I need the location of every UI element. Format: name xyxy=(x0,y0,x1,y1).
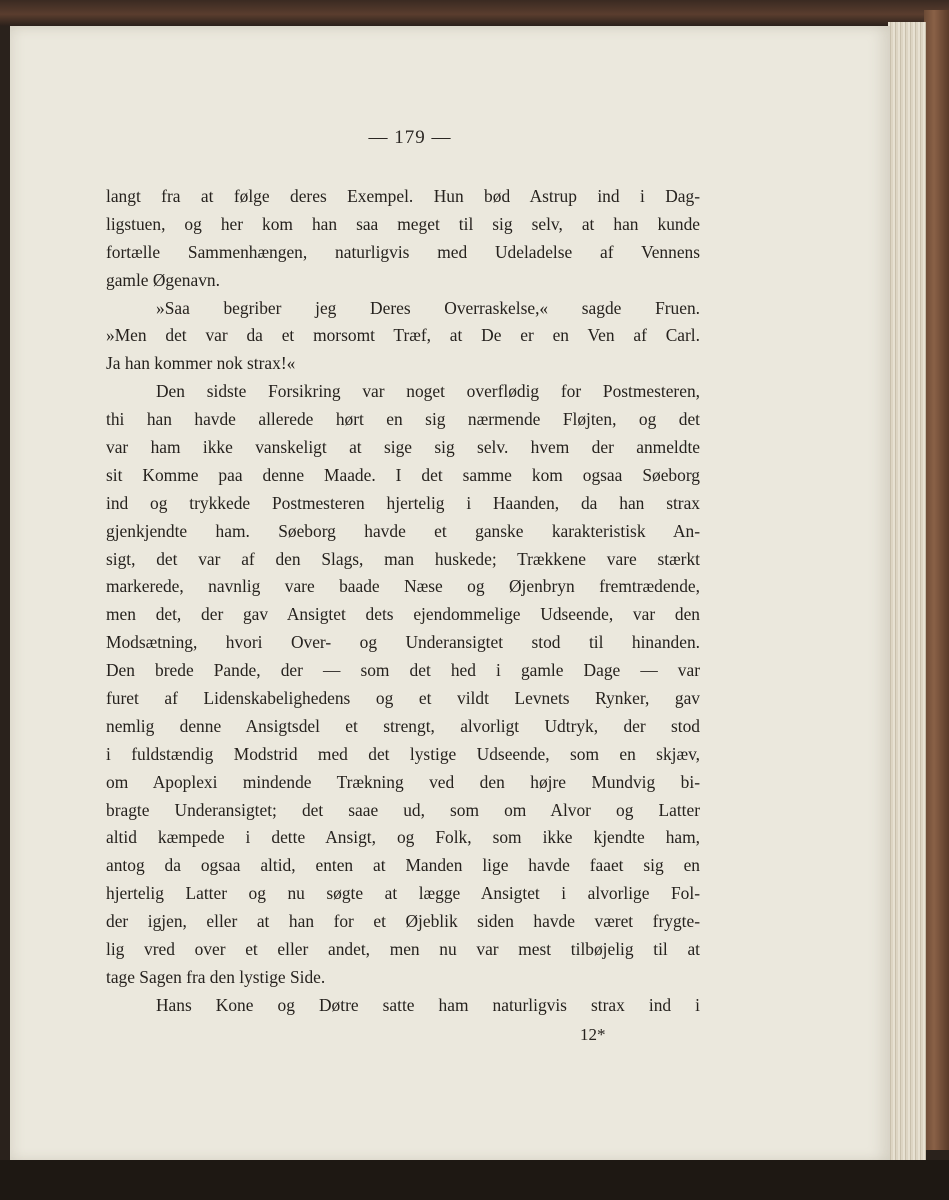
bottom-shadow xyxy=(0,1160,949,1200)
text-line: antog da ogsaa altid, enten at Manden lige havde faaet sig en xyxy=(106,855,700,876)
text-line: fortælle Sammenhængen, naturligvis med Udeladelse af Vennens xyxy=(106,241,700,262)
text-line: Modsætning, hvori Over- og Underansigtet stod til hinanden. xyxy=(106,632,700,653)
text-line: var ham ikke vanskeligt at sige sig selv. hvem der anmeldte xyxy=(106,437,700,458)
text-line: markerede, navnlig vare baade Næse og Øjenbryn fremtrædende, xyxy=(106,576,700,597)
text-line: ligstuen, og her kom han saa meget til sig selv, at han kunde xyxy=(106,213,700,234)
text-line: Den sidste Forsikring var noget overflødig for Postmesteren, xyxy=(156,381,700,402)
text-line: sit Komme paa denne Maade. I det samme kom ogsaa Søeborg xyxy=(106,464,700,485)
text-line: thi han havde allerede hørt en sig nærmende Fløjten, og det xyxy=(106,409,700,430)
page-stack-edges xyxy=(888,22,926,1164)
text-line: Den brede Pande, der — som det hed i gamle Dage — var xyxy=(106,660,700,681)
text-line: men det, der gav Ansigtet dets ejendommelige Udseende, var den xyxy=(106,604,700,625)
text-line: gamle Øgenavn. xyxy=(106,269,220,290)
text-line: furet af Lidenskabelighedens og et vildt Levnets Rynker, gav xyxy=(106,688,700,709)
text-line: bragte Underansigtet; det saae ud, som om Alvor og Latter xyxy=(106,799,700,820)
body-text xyxy=(106,183,700,1020)
text-line: tage Sagen fra den lystige Side. xyxy=(106,966,326,987)
text-line: sigt, det var af den Slags, man huskede; Trækkene vare stærkt xyxy=(106,548,700,569)
text-line: altid kæmpede i dette Ansigt, og Folk, som ikke kjendte ham, xyxy=(106,827,700,848)
text-line: om Apoplexi mindende Trækning ved den højre Mundvig bi- xyxy=(106,771,700,792)
text-line: langt fra at følge deres Exempel. Hun bød Astrup ind i Dag- xyxy=(106,186,700,206)
page-number: — 179 — xyxy=(368,127,452,148)
text-line: Ja han kommer nok strax!« xyxy=(106,353,296,374)
text-line: i fuldstændig Modstrid med det lystige Udseende, som en skjæv, xyxy=(106,743,700,764)
signature-mark: 12* xyxy=(580,1025,606,1044)
top-binding-edge xyxy=(0,0,949,26)
text-line: lig vred over et eller andet, men nu var mest tilbøjelig til at xyxy=(106,939,700,960)
text-line: nemlig denne Ansigtsdel et strengt, alvorligt Udtryk, der stod xyxy=(106,715,700,736)
text-line: hjertelig Latter og nu søgte at lægge Ansigtet i alvorlige Fol- xyxy=(106,883,700,904)
text-line: »Saa begriber jeg Deres Overraskelse,« sagde Fruen. xyxy=(156,297,700,318)
text-line: gjenkjendte ham. Søeborg havde et ganske karakteristisk An- xyxy=(106,520,700,541)
book-cover-edge xyxy=(924,10,949,1150)
text-line: der igjen, eller at han for et Øjeblik siden havde været frygte- xyxy=(106,911,700,932)
text-line: »Men det var da et morsomt Træf, at De er en Ven af Carl. xyxy=(106,325,700,346)
text-line: ind og trykkede Postmesteren hjertelig i Haanden, da han strax xyxy=(106,492,700,513)
text-line: Hans Kone og Døtre satte ham naturligvis strax ind i xyxy=(156,994,700,1015)
